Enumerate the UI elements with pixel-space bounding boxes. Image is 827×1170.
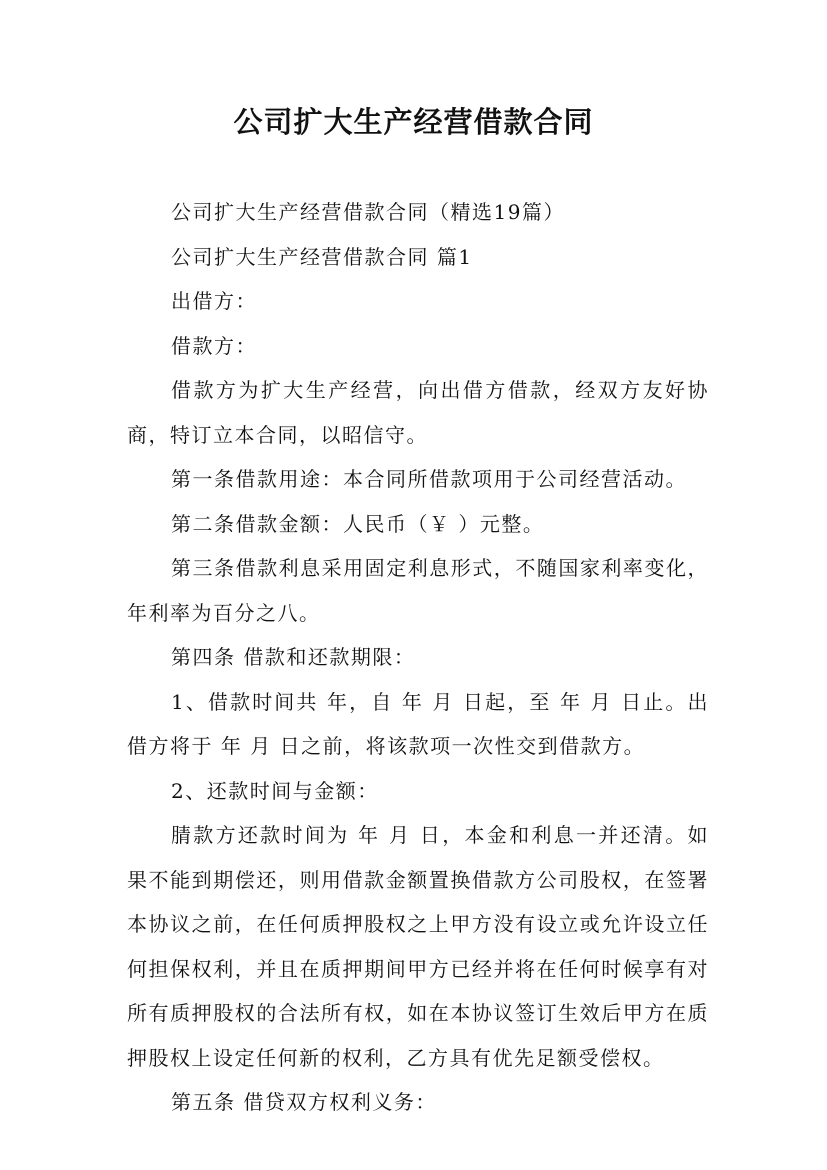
paragraph-section-heading: 公司扩大生产经营借款合同 篇1 — [171, 244, 473, 269]
paragraph-lender: 出借方： — [171, 289, 257, 313]
document-body — [127, 190, 709, 1125]
paragraph-repayment: 腈款方还款时间为 年 月 日，本金和利息一并还清。如果不能到期偿还，则用借款金额置换借款方公司股权，在签署本协议之前，在任何质押股权之上甲方没有设立或允许设立任何担保权利，并且在质押期间甲方已经并将在任何时候享有对所有质押股权的合法所有权，如在本协议签订生效后甲方在质押股权上设定任何新的权利，乙方具有优先足额受偿权。 — [127, 823, 709, 1070]
paragraph-preamble: 借款方为扩大生产经营，向出借方借款，经双方友好协商，特订立本合同，以昭信守。 — [127, 378, 709, 447]
paragraph-article-4-item-1: 1、借款时间共 年，自 年 月 日起，至 年 月 日止。出借方将于 年 月 日之前，将该款项一次性交到借款方。 — [127, 689, 709, 758]
paragraph-borrower: 借款方： — [171, 333, 257, 358]
paragraph-article-1: 第一条借款用途：本合同所借款项用于公司经营活动。 — [171, 467, 687, 491]
paragraph-article-5: 第五条 借贷双方权利义务： — [171, 1090, 437, 1114]
paragraph-article-4-item-2: 2、还款时间与金额： — [171, 778, 379, 803]
paragraph-article-3: 第三条借款利息采用固定利息形式，不随国家利率变化，年利率为百分之八。 — [127, 556, 709, 625]
paragraph-article-2: 第二条借款金额：人民币（￥ ）元整。 — [171, 511, 545, 536]
paragraph-article-4: 第四条 借款和还款期限： — [171, 645, 416, 669]
paragraph-subtitle: 公司扩大生产经营借款合同（精选19篇） — [171, 200, 565, 224]
document-title: 公司扩大生产经营借款合同 — [233, 105, 594, 139]
